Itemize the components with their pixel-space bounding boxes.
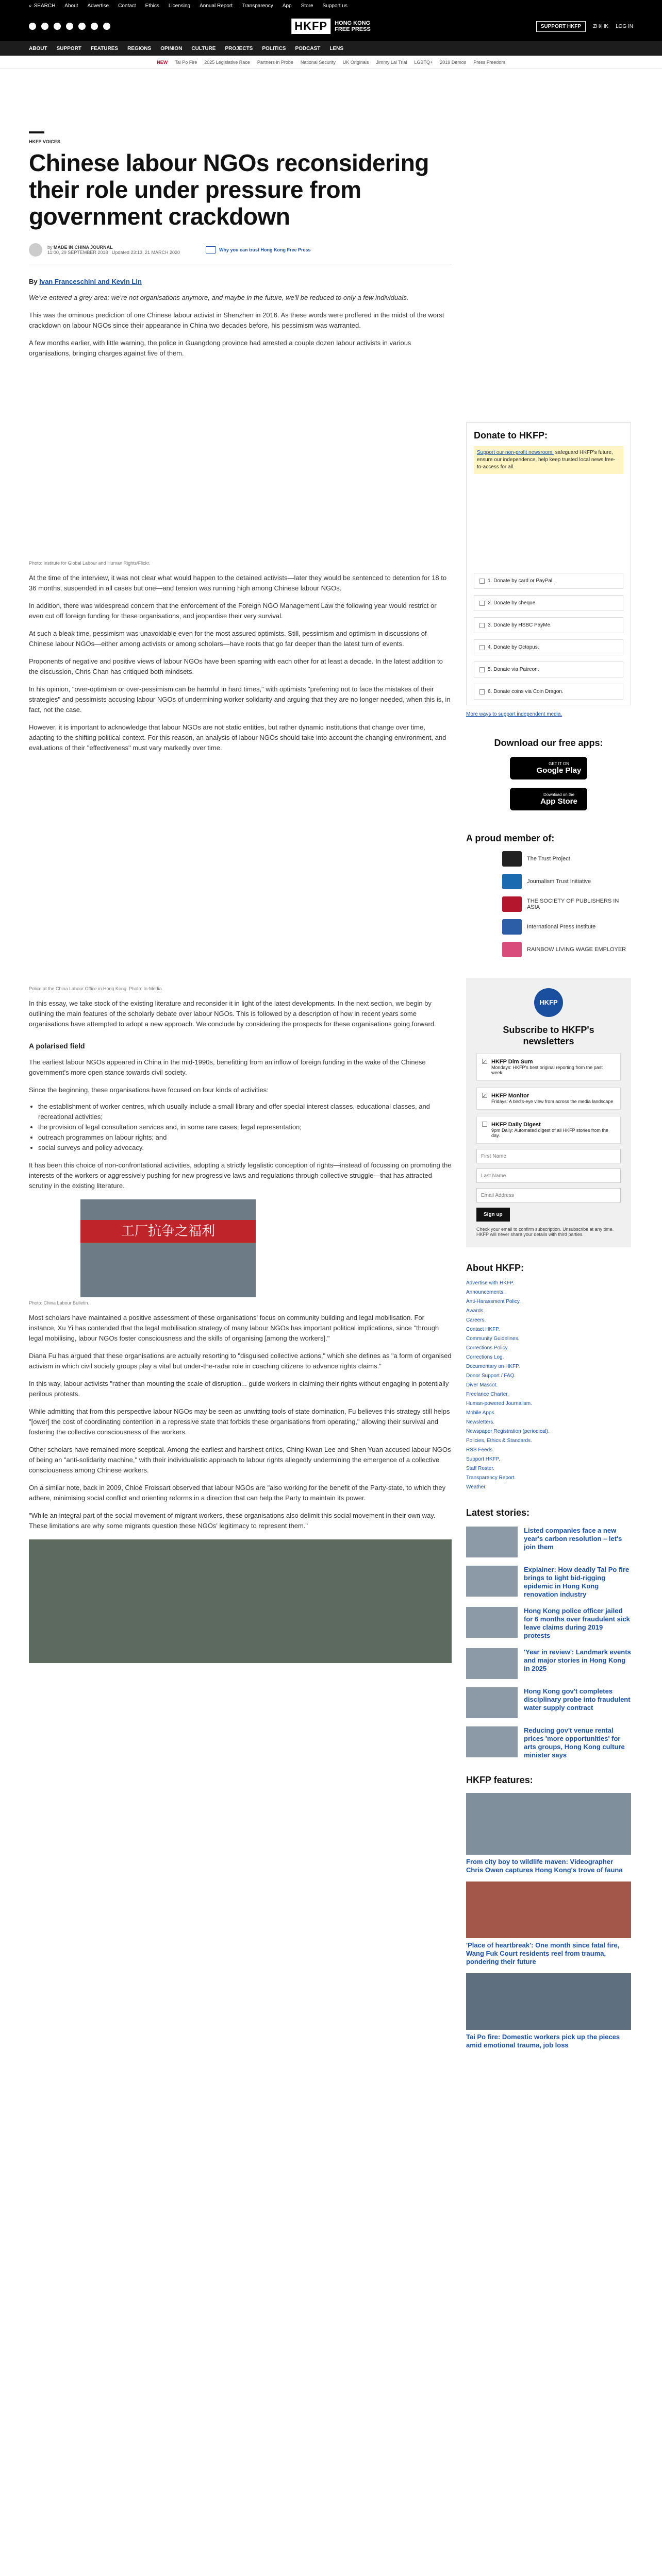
- about-list: [466, 1279, 631, 1492]
- about-link[interactable]: Advertise with HKFP.: [466, 1280, 515, 1286]
- updated-date: Updated 23:13, 21 MARCH 2020: [111, 250, 180, 255]
- feature-story[interactable]: 'Place of heartbreak': One month since fatal fire, Wang Fuk Court residents reel from trauma, pondering their future: [466, 1882, 631, 1966]
- paragraph: "While an integral part of the social movement of migrant workers, these organisations also delimit this social movement in their own way. These limitations are why some migrants question these NGOs' legitimacy to represent them.": [29, 1512, 436, 1530]
- paragraph: On a similar note, back in 2009, Chloé Froissart observed that labour NGOs are "also working for the benefit of the Party-state, to which they adhere, minimising social conflict and orienting reforms in a direction that can help the Party to maintain its power.: [29, 1484, 446, 1502]
- about-link[interactable]: Diver Mascot.: [466, 1382, 498, 1388]
- google-play-badge[interactable]: GET IT ON Google Play: [510, 757, 587, 779]
- story-thumbnail: [466, 1527, 518, 1557]
- instagram-icon[interactable]: [54, 23, 61, 30]
- protest-banner: 工厂抗争之福利: [80, 1220, 256, 1243]
- nav-opinion[interactable]: OPINION: [160, 45, 183, 52]
- paragraph: In this essay, we take stock of the existing literature and reconsider it in light of the latest developments. In the next section, we begin by outlining the main features of the scholarly debate over labour NGOs. This is followed by a description of how in recent years some organisations have attempted to adopt a new approach. We conclude by considering the prospects for these organisations going forward.: [29, 999, 436, 1028]
- author-link[interactable]: Ivan Franceschini and Kevin Lin: [39, 278, 142, 285]
- publish-date: 11:00, 29 SEPTEMBER 2018: [47, 250, 108, 255]
- app-store-badge[interactable]: Download on the App Store: [510, 788, 587, 810]
- paragraph: Other scholars have remained more sceptical. Among the earliest and harshest critics, Ching Kwan Lee and Shen Yuan accused labour NGOs of being an "anti-solidarity machine," with their individualistic approach to labour rights allegedly undermining the emergence of a collective consciousness among Chinese workers.: [29, 1446, 451, 1474]
- sopa-icon: [502, 896, 522, 912]
- login-link[interactable]: LOG IN: [616, 23, 633, 29]
- trending-link[interactable]: National Security: [300, 59, 336, 65]
- facebook-icon[interactable]: [29, 23, 36, 30]
- advertise-link[interactable]: Advertise: [87, 3, 109, 9]
- about-link[interactable]: Mobile Apps.: [466, 1410, 496, 1416]
- article-image-2: [29, 761, 452, 983]
- article-image-1: [29, 367, 452, 557]
- checkbox-icon: [479, 667, 485, 672]
- donate-option[interactable]: 4. Donate by Octopus.: [474, 639, 623, 655]
- article-title: Chinese labour NGOs reconsidering their role under pressure from government crackdown: [29, 149, 429, 230]
- trending-link[interactable]: UK Originals: [342, 59, 369, 65]
- latest-title: Latest stories:: [466, 1507, 530, 1518]
- linkedin-icon[interactable]: [91, 23, 98, 30]
- checkbox-icon: ✓: [483, 1059, 487, 1064]
- list-item: • outreach programmes on labour rights; and: [38, 1132, 452, 1143]
- newsletter-note: Check your email to confirm subscription. Unsubscribe at any time. HKFP will never share your details with third parties.: [476, 1227, 614, 1237]
- donate-option[interactable]: 3. Donate by HSBC PayMe.: [474, 617, 623, 633]
- activity-list: [38, 1101, 452, 1153]
- checkbox-icon: ✓: [483, 1093, 487, 1098]
- features-title: HKFP features:: [466, 1775, 533, 1785]
- about-link[interactable]: Corrections Log.: [466, 1354, 504, 1360]
- about-link[interactable]: Freelance Charter.: [466, 1392, 509, 1397]
- latest-story[interactable]: Listed companies face a new year's carbon resolution – let's join them: [466, 1527, 631, 1557]
- about-link[interactable]: Documentary on HKFP.: [466, 1364, 520, 1369]
- member-logo[interactable]: Journalism Trust Initiative: [502, 874, 631, 889]
- twitter-icon[interactable]: [41, 23, 48, 30]
- trending-link[interactable]: Partners in Probe: [257, 59, 293, 65]
- trending-link[interactable]: Jimmy Lai Trial: [376, 59, 407, 65]
- checkbox-icon: [479, 645, 485, 650]
- story-thumbnail: [466, 1566, 518, 1597]
- logo-wordmark: HONG KONG FREE PRESS: [335, 20, 371, 32]
- about-link[interactable]: Donor Support / FAQ.: [466, 1373, 516, 1379]
- about-title: About HKFP:: [466, 1263, 524, 1273]
- transparency-link[interactable]: Transparency: [242, 3, 273, 9]
- paragraph: The earliest labour NGOs appeared in China in the mid-1990s, benefitting from an inflow of foreign funding in the wake of the Chinese government's more open stance towards civil society.: [29, 1058, 426, 1076]
- support-link[interactable]: Support us: [322, 3, 347, 9]
- licensing-link[interactable]: Licensing: [168, 3, 191, 9]
- about-link[interactable]: Weather.: [466, 1484, 487, 1490]
- main-nav: [0, 41, 662, 56]
- donate-box: [466, 422, 631, 705]
- feature-story[interactable]: Tai Po fire: Domestic workers pick up the pieces amid emotional trauma, job loss: [466, 1973, 631, 2049]
- paragraph: A few months earlier, with little warning, the police in Guangdong province had arrested a couple dozen labour activists in various organisations, bringing charges against five of them.: [29, 339, 411, 357]
- trending-bar: [0, 56, 662, 69]
- nav-lens[interactable]: LENS: [329, 45, 344, 52]
- top-utility-bar: [0, 0, 662, 11]
- search-icon: ⌕: [29, 3, 32, 9]
- features-section: [466, 1775, 631, 2049]
- paragraph: It has been this choice of non-confrontational activities, adopting a strictly legalistic conception of rights—instead of focussing on promoting the interests of the workers or aggressively pushing for new progressive laws and regulations through collective struggle—that has attracted scrutiny in the existing literature.: [29, 1161, 452, 1190]
- article-meta: by MADE IN CHINA JOURNAL 11:00, 29 SEPTEMBER 2018 Updated 23:13, 21 MARCH 2020 Why you can trust Hong Kong Free Press: [29, 243, 452, 257]
- last-name-input[interactable]: [476, 1168, 621, 1183]
- latest-section: [466, 1507, 631, 1759]
- annual-report-link[interactable]: Annual Report: [200, 3, 233, 9]
- jti-icon: [502, 874, 522, 889]
- about-link[interactable]: Newsletters.: [466, 1419, 495, 1425]
- trending-link[interactable]: 2019 Demos: [440, 59, 467, 65]
- latest-story[interactable]: Hong Kong police officer jailed for 6 months over fraudulent sick leave claims during 2019 protests: [466, 1607, 631, 1640]
- ethics-link[interactable]: Ethics: [145, 3, 159, 9]
- trust-project-icon: [502, 851, 522, 867]
- latest-story[interactable]: 'Year in review': Landmark events and major stories in Hong Kong in 2025: [466, 1648, 631, 1679]
- more-ways-link[interactable]: More ways to support independent media.: [466, 711, 562, 717]
- about-link[interactable]: Anti-Harassment Policy.: [466, 1299, 521, 1304]
- story-thumbnail: [466, 1687, 518, 1718]
- donate-spacer: [474, 474, 623, 567]
- about-section: [466, 1263, 631, 1492]
- image-caption: Police at the China Labour Office in Hong Kong. Photo: In-Media: [29, 986, 162, 991]
- story-thumbnail: [466, 1648, 518, 1679]
- byline: By Ivan Franceschini and Kevin Lin: [29, 278, 142, 285]
- donate-highlight: Support our non-profit newsroom; safeguard HKFP's future, ensure our independence, help keep trusted local news free-to-access for all.: [474, 446, 623, 474]
- publisher-name[interactable]: MADE IN CHINA JOURNAL: [54, 245, 113, 250]
- trust-link[interactable]: Why you can trust Hong Kong Free Press: [206, 246, 311, 253]
- signup-button[interactable]: Sign up: [476, 1208, 510, 1222]
- support-newsroom-link[interactable]: Support our non-profit newsroom;: [477, 450, 554, 455]
- about-link[interactable]: Policies, Ethics & Standards.: [466, 1438, 532, 1444]
- story-thumbnail: [466, 1726, 518, 1757]
- paragraph: Diana Fu has argued that these organisations are actually resorting to "disguised collective actions," which she defines as "a form of organised activism in which civil society groups play a vital but under-the-radar role in coaching citizens to advance rights claims.": [29, 1352, 452, 1370]
- article-body: [29, 293, 452, 1663]
- feature-image: [466, 1793, 631, 1855]
- contact-link[interactable]: Contact: [118, 3, 136, 9]
- list-item: • social surveys and policy advocacy.: [38, 1143, 452, 1153]
- newsletter-option[interactable]: ✓ HKFP Monitor Fridays: A bird's-eye view from across the media landscape: [476, 1087, 621, 1110]
- paragraph: We've entered a grey area: we're not organisations anymore, and maybe in the future, we'll be reduced to only a few individuals.: [29, 294, 409, 301]
- feature-image: [466, 1882, 631, 1938]
- newsletter-title: Subscribe to HKFP's newsletters: [503, 1025, 594, 1046]
- about-link[interactable]: Newspaper Registration (periodical).: [466, 1429, 550, 1434]
- newsletter-option[interactable]: HKFP Daily Digest 9pm Daily: Automated digest of all HKFP stories from the day.: [476, 1116, 621, 1144]
- paragraph: While admitting that from this perspective labour NGOs may be seen as unwitting tools of state domination, Fu believes this strategy still helps "[ower] the cost of coordinating contention in a repressive state that forbids these organisations from operating," allowing their survival and fostering the collective consciousness of the workers.: [29, 1408, 450, 1436]
- category-rule: [29, 131, 44, 133]
- checkbox-icon: [479, 623, 485, 628]
- nav-regions[interactable]: REGIONS: [127, 45, 152, 52]
- latest-story[interactable]: Reducing gov't venue rental prices 'more opportunities' for arts groups, Hong Kong culture minister says: [466, 1726, 631, 1759]
- donate-title: Donate to HKFP:: [474, 430, 548, 440]
- feature-story[interactable]: From city boy to wildlife maven: Videographer Chris Owen captures Hong Kong's trove of fauna: [466, 1793, 631, 1874]
- nav-podcast[interactable]: PODCAST: [295, 45, 321, 52]
- member-logo[interactable]: THE SOCIETY OF PUBLISHERS IN ASIA: [502, 896, 631, 912]
- about-link[interactable]: Awards.: [466, 1308, 485, 1314]
- about-link[interactable]: Careers.: [466, 1317, 486, 1323]
- trending-link[interactable]: 2025 Legislative Race: [204, 59, 250, 65]
- about-link[interactable]: Support HKFP.: [466, 1456, 500, 1462]
- nav-politics[interactable]: POLITICS: [262, 45, 286, 52]
- donate-option[interactable]: 5. Donate via Patreon.: [474, 662, 623, 677]
- paragraph: In addition, there was widespread concern that the enforcement of the Foreign NGO Management Law the following year would restrict or even cut off foreign funding for these organisations, and jeopardise their very survival.: [29, 602, 437, 620]
- image-caption: Photo: China Labour Bulletin.: [29, 1300, 90, 1306]
- about-link[interactable]: Contact HKFP.: [466, 1327, 500, 1332]
- apps-section: [466, 738, 631, 810]
- newsletter-box: [466, 978, 631, 1247]
- search-link[interactable]: ⌕ SEARCH: [29, 3, 56, 9]
- image-caption: Photo: Institute for Global Labour and Human Rights/Flickr.: [29, 561, 151, 566]
- member-logo[interactable]: The Trust Project: [502, 851, 631, 867]
- about-link[interactable]: Corrections Policy.: [466, 1345, 509, 1351]
- paragraph: In his opinion, "over-optimism or over-pessimism can be harmful in hard times," with optimists "preferring not to face the mistakes of their strategies" and pessimists accusing labour NGOs of undermining worker solidarity and arguing that they are no longer needed, when this is, in fact, not the case.: [29, 685, 451, 714]
- about-link[interactable]: Transparency Report.: [466, 1475, 516, 1481]
- donate-option[interactable]: 6. Donate coins via Coin Dragon.: [474, 684, 623, 700]
- about-link[interactable]: Community Guidelines.: [466, 1336, 520, 1342]
- feature-image: [466, 1973, 631, 2030]
- telegram-icon[interactable]: [78, 23, 86, 30]
- trust-badge-icon: [206, 246, 216, 253]
- list-item: • the establishment of worker centres, which usually include a small library and offer special interest classes, educational classes, and recreational activities;: [38, 1101, 452, 1122]
- language-toggle[interactable]: ZH/HK: [593, 23, 609, 29]
- nav-support[interactable]: SUPPORT: [56, 45, 81, 52]
- paragraph: Since the beginning, these organisations have focused on four kinds of activities:: [29, 1086, 269, 1094]
- app-link[interactable]: App: [282, 3, 292, 9]
- about-link[interactable]: Staff Roster.: [466, 1466, 494, 1471]
- checkbox-icon: [479, 579, 485, 584]
- paragraph: Proponents of negative and positive views of labour NGOs have been sparring with each other for at least a decade. In the latest addition to the discussion, Chris Chan has critiqued both mindsets.: [29, 657, 443, 675]
- latest-story[interactable]: Explainer: How deadly Tai Po fire brings to light bid-rigging epidemic in Hong Kong renovation industry: [466, 1566, 631, 1599]
- member-logo[interactable]: International Press Institute: [502, 919, 631, 935]
- about-link[interactable]: RSS Feeds.: [466, 1447, 494, 1453]
- support-hkfp-button[interactable]: SUPPORT HKFP: [536, 21, 586, 32]
- about-link[interactable]: About: [64, 3, 78, 9]
- checkbox-icon: [479, 689, 485, 694]
- donate-option[interactable]: 2. Donate by cheque.: [474, 595, 623, 611]
- trending-link[interactable]: LGBTQ+: [414, 59, 433, 65]
- trending-link[interactable]: Tai Po Fire: [175, 59, 197, 65]
- hkfp-logo-icon: HKFP: [534, 988, 563, 1017]
- publisher-avatar: [29, 243, 42, 257]
- section-heading: A polarised field: [29, 1042, 85, 1050]
- list-item: • the provision of legal consultation services and, in some rare cases, legal representation;: [38, 1122, 452, 1132]
- newsletter-option[interactable]: ✓ HKFP Dim Sum Mondays: HKFP's best original reporting from the past week.: [476, 1053, 621, 1081]
- paragraph: This was the ominous prediction of one Chinese labour activist in Shenzhen in 2016. As these words were proffered in the midst of the worst crackdown on labour NGOs since their appearance in China two decades before, his pessimism was warranted.: [29, 311, 444, 329]
- about-link[interactable]: Human-powered Journalism.: [466, 1401, 532, 1406]
- paragraph: In this way, labour activists "rather than mounting the scale of disruption... guide workers in claiming their rights without engaging in potentially perilous protests.: [29, 1380, 449, 1398]
- paragraph: However, it is important to acknowledge that labour NGOs are not static entities, but rather dynamic institutions that change over time, adapting to the shifting political context. For this reason, an analysis of labour NGOs should take into account the changing environment, and evaluations of their "effectiveness" must vary markedly over time.: [29, 723, 446, 752]
- new-badge: NEW: [157, 59, 168, 65]
- latest-story[interactable]: Hong Kong gov't completes disciplinary probe into fraudulent water supply contract: [466, 1687, 631, 1718]
- paragraph: At the time of the interview, it was not clear what would happen to the detained activists—later they would be sentenced to detention for 18 to 36 months, suspended in all cases but one—and tension was running high among Chinese labour NGOs.: [29, 574, 447, 592]
- header-actions: [536, 21, 633, 32]
- donate-option[interactable]: 1. Donate by card or PayPal.: [474, 573, 623, 589]
- nav-projects[interactable]: PROJECTS: [225, 45, 253, 52]
- members-section: [466, 833, 631, 957]
- article-image-4: [29, 1539, 452, 1663]
- story-thumbnail: [466, 1607, 518, 1638]
- paragraph: Most scholars have maintained a positive assessment of these organisations' focus on community building and legal mobilisation. For instance, Xu Yi has contended that the legal mobilisation strategy of many labour NGOs has important political implications, since "through legal mobilising, labour NGOs foster consciousness and the skills of organising [among the workers].": [29, 1314, 439, 1342]
- members-title: A proud member of:: [466, 833, 555, 843]
- paragraph: At such a bleak time, pessimism was unavoidable even for the most assured optimists. Still, pessimism and optimism in discussions of Chinese labour NGOs—either among activists or among scholars—have roots that go far deeper than the latest turn of events.: [29, 630, 427, 648]
- ipi-icon: [502, 919, 522, 935]
- trending-link[interactable]: Press Freedom: [473, 59, 505, 65]
- nav-features[interactable]: FEATURES: [90, 45, 119, 52]
- article-image-3: [80, 1199, 256, 1297]
- living-wage-icon: [502, 942, 522, 957]
- site-header: [0, 11, 662, 41]
- about-link[interactable]: Announcements.: [466, 1290, 505, 1295]
- nav-about[interactable]: ABOUT: [29, 45, 47, 52]
- social-links: [29, 23, 110, 30]
- apps-title: Download our free apps:: [494, 738, 603, 748]
- email-input[interactable]: [476, 1188, 621, 1202]
- article-category[interactable]: HKFP VOICES: [29, 139, 60, 144]
- checkbox-icon: [479, 601, 485, 606]
- sidebar: [466, 422, 631, 2049]
- youtube-icon[interactable]: [66, 23, 73, 30]
- site-logo[interactable]: [291, 19, 371, 34]
- logo-mark: HKFP: [291, 19, 330, 34]
- article: [29, 139, 452, 1663]
- nav-culture[interactable]: CULTURE: [191, 45, 216, 52]
- checkbox-icon: [482, 1122, 487, 1127]
- member-logo[interactable]: RAINBOW LIVING WAGE EMPLOYER: [502, 942, 631, 957]
- store-link[interactable]: Store: [301, 3, 313, 9]
- first-name-input[interactable]: [476, 1149, 621, 1163]
- rss-icon[interactable]: [103, 23, 110, 30]
